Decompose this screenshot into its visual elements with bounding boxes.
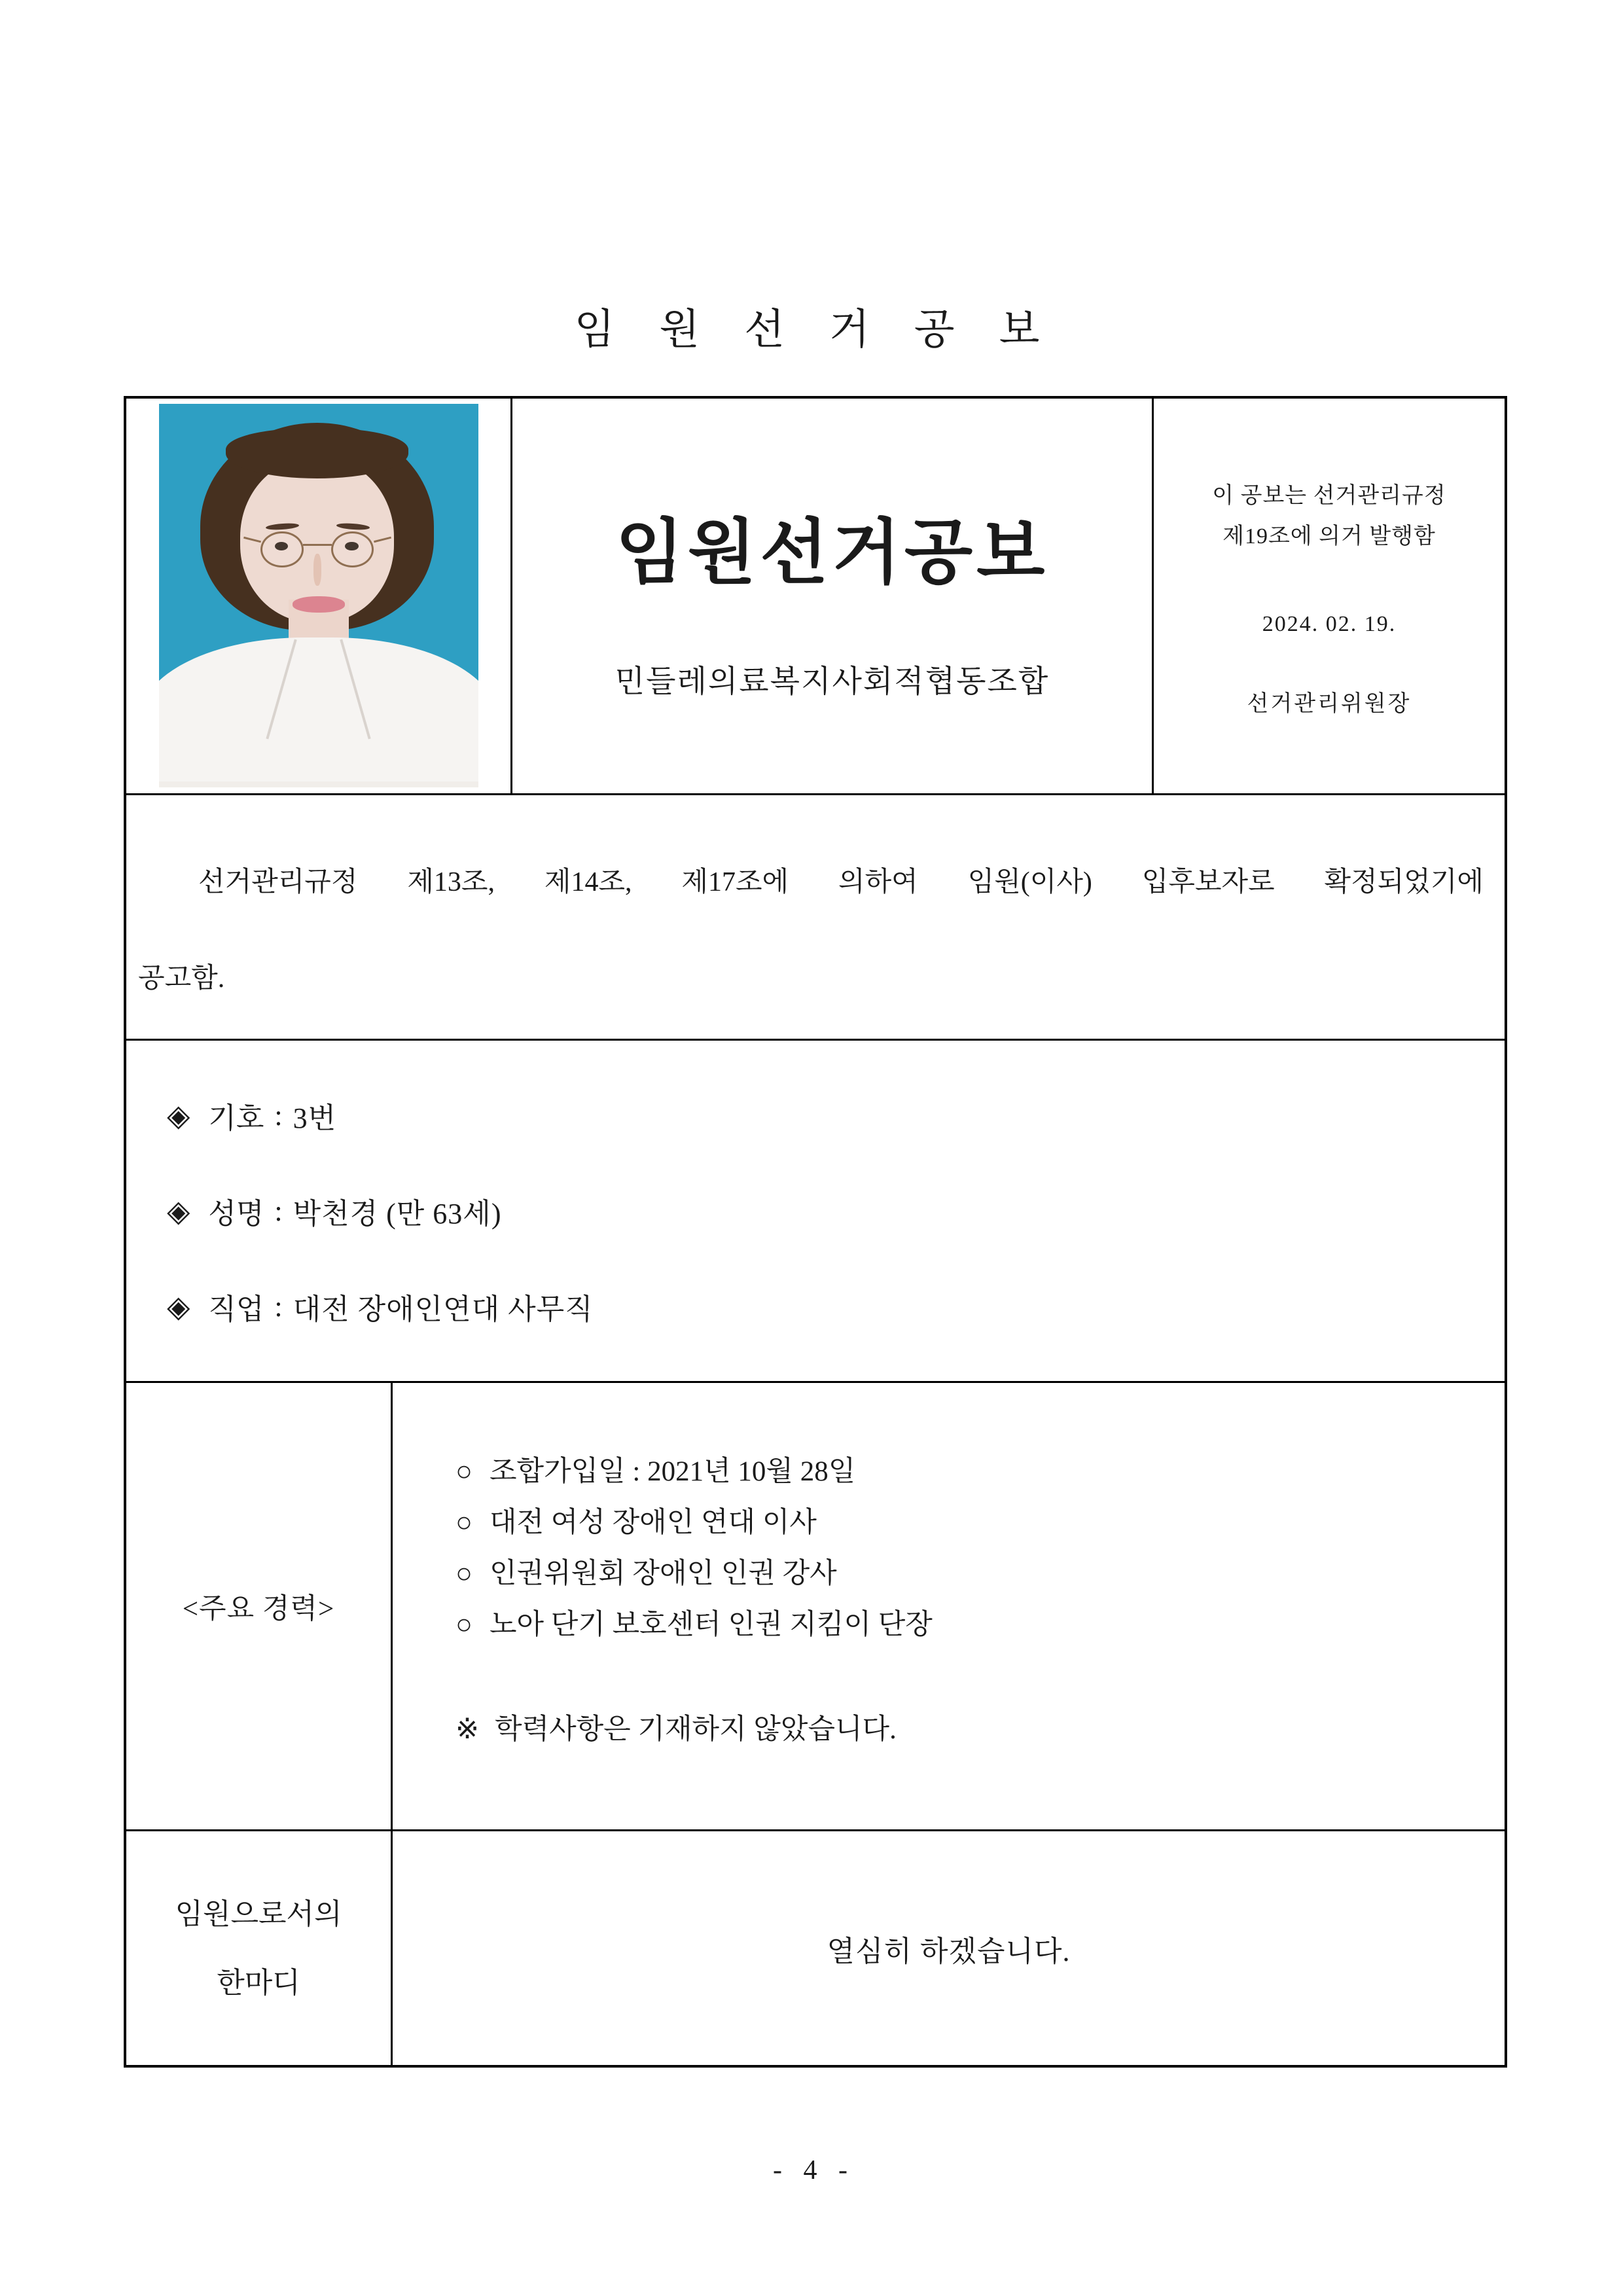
career-label-cell xyxy=(126,1383,393,1829)
circle-bullet-icon: ○ xyxy=(455,1558,473,1589)
message-body-cell xyxy=(393,1831,1505,2065)
circle-bullet-icon: ○ xyxy=(455,1507,473,1538)
photo-shirt xyxy=(159,637,478,787)
message-label-line2: 한마디 xyxy=(217,1966,300,1999)
announcement-line1: 선거관리규정 제13조, 제14조, 제17조에 의하여 임원(이사) 입후보자로 확정되었기에 xyxy=(198,867,1484,897)
message-text: 열심히 하겠습니다. xyxy=(827,1935,1071,1967)
field-label: 기호 xyxy=(208,1102,264,1134)
career-item xyxy=(455,1454,1478,1490)
career-item xyxy=(455,1607,1478,1643)
circle-bullet-icon: ○ xyxy=(455,1609,473,1640)
field-value: 박천경 (만 63세) xyxy=(293,1198,502,1230)
circle-bullet-icon: ○ xyxy=(455,1456,473,1487)
photo-cell xyxy=(126,399,512,793)
career-item-text: 인권위원회 장애인 인권 강사 xyxy=(489,1558,837,1589)
career-note xyxy=(455,1712,1478,1748)
field-separator: : xyxy=(274,1290,283,1323)
issue-note-line2: 제19조에 의거 발행함 xyxy=(1222,524,1436,548)
message-row xyxy=(126,1829,1505,2065)
field-value: 대전 장애인연대 사무직 xyxy=(293,1293,594,1325)
photo-bottom-strip xyxy=(159,781,478,787)
photo-glasses-bridge xyxy=(303,544,331,546)
note-mark-icon: ※ xyxy=(455,1714,480,1745)
candidate-field-job xyxy=(167,1285,1505,1327)
photo-nose xyxy=(313,554,322,586)
career-row xyxy=(126,1381,1505,1829)
message-label-cell xyxy=(126,1831,393,2065)
field-separator: : xyxy=(274,1194,283,1227)
announcement-line2: 공고함. xyxy=(138,963,225,994)
diamond-bullet-icon: ◈ xyxy=(167,1290,190,1323)
message-label-line1: 임원으로서의 xyxy=(175,1897,342,1930)
candidate-field-number xyxy=(167,1094,1505,1136)
field-value: 3번 xyxy=(293,1102,337,1134)
issue-note-line1: 이 공보는 선거관리규정 xyxy=(1212,484,1446,508)
photo-hair-fringe xyxy=(226,429,408,478)
candidate-photo xyxy=(159,404,478,787)
page-title: 임 원 선 거 공 보 xyxy=(574,306,1049,353)
announcement-row xyxy=(126,793,1505,1039)
bulletin-table xyxy=(124,396,1507,2068)
field-separator: : xyxy=(274,1099,283,1132)
career-item xyxy=(455,1556,1478,1592)
diamond-bullet-icon: ◈ xyxy=(167,1099,190,1132)
field-label: 성명 xyxy=(208,1198,264,1230)
page-number: - 4 - xyxy=(773,2155,850,2185)
candidate-field-name xyxy=(167,1190,1505,1232)
bulletin-title: 임원선거공보 xyxy=(615,514,1049,592)
career-item-text: 대전 여성 장애인 연대 이사 xyxy=(489,1507,817,1538)
candidate-fields-row xyxy=(126,1039,1505,1381)
org-name: 민들레의료복지사회적협동조합 xyxy=(615,665,1050,699)
photo-glasses-left-lens xyxy=(260,531,304,568)
issue-date: 2024. 02. 19. xyxy=(1262,612,1397,636)
title-cell xyxy=(512,399,1154,793)
header-row xyxy=(126,399,1505,793)
diamond-bullet-icon: ◈ xyxy=(167,1194,190,1228)
career-item-text: 조합가입일 : 2021년 10월 28일 xyxy=(489,1456,856,1487)
issuer: 선거관리위원장 xyxy=(1247,692,1412,716)
field-label: 직업 xyxy=(208,1293,264,1325)
career-item xyxy=(455,1505,1478,1541)
photo-glasses-right-lens xyxy=(331,531,374,568)
photo-lips xyxy=(293,596,346,613)
career-item-text: 노아 단기 보호센터 인권 지킴이 단장 xyxy=(489,1609,933,1640)
career-body-cell xyxy=(393,1383,1505,1829)
career-section-label: <주요 경력> xyxy=(182,1593,335,1624)
career-note-text: 학력사항은 기재하지 않았습니다. xyxy=(495,1714,897,1745)
issue-info-cell xyxy=(1154,399,1505,793)
